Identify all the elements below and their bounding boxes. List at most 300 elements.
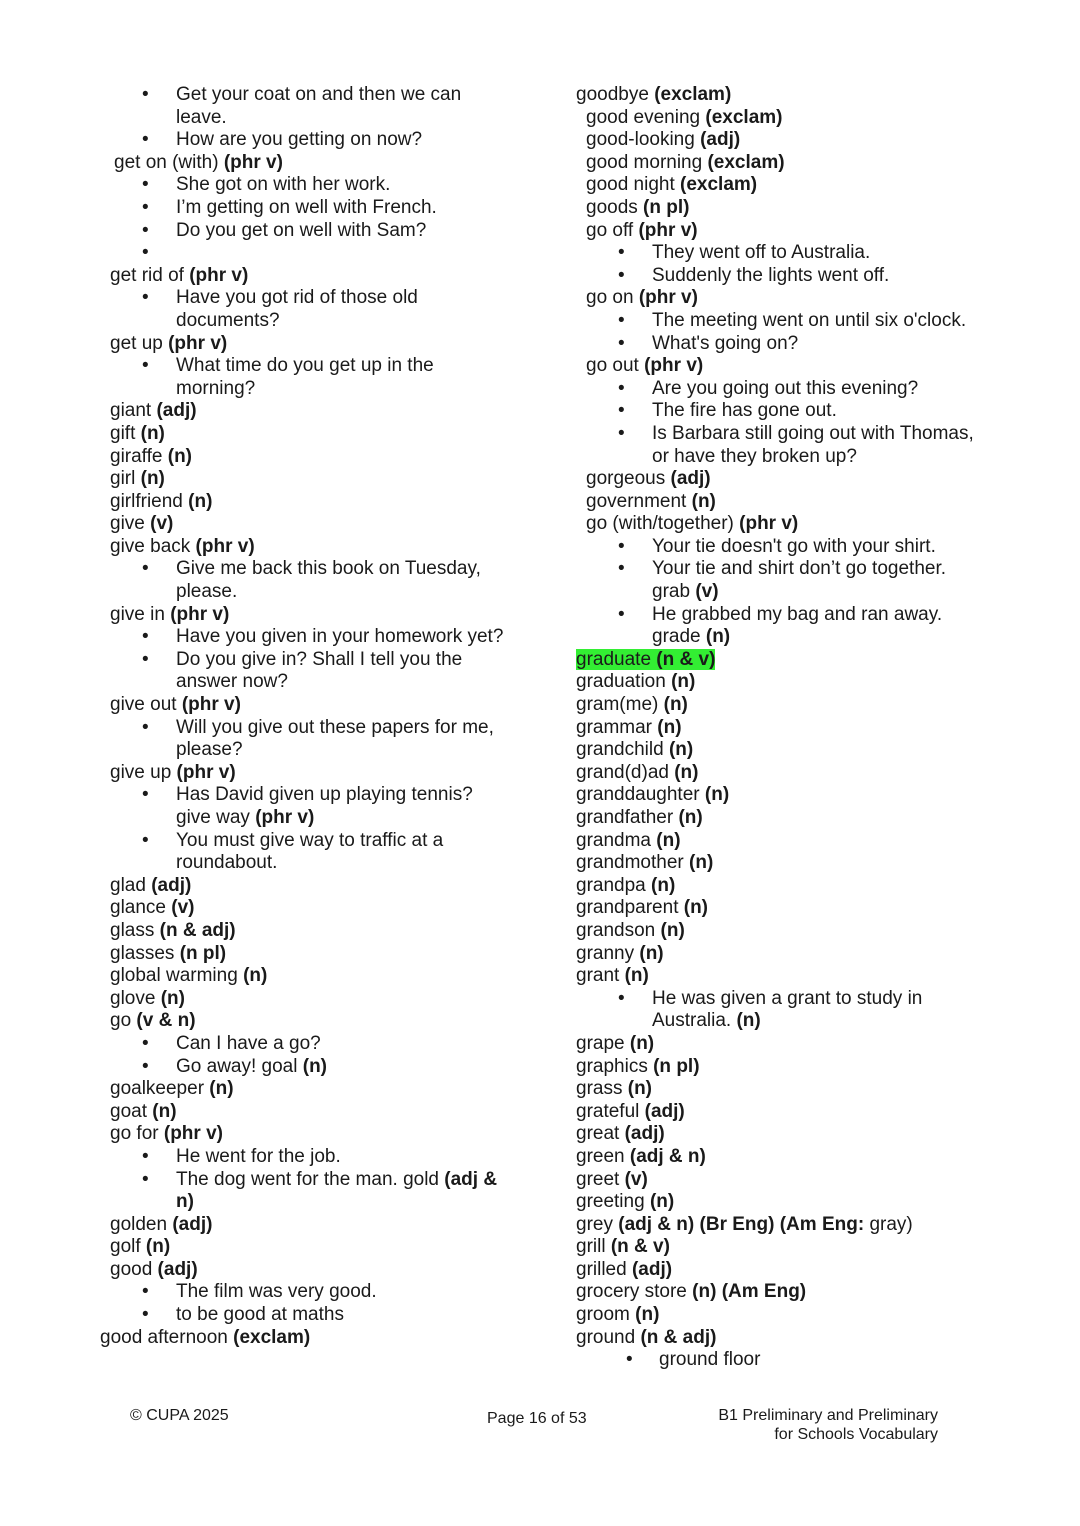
vocab-entry — [576, 920, 1016, 943]
headword: glasses — [110, 942, 180, 964]
example-bullet-item — [100, 1033, 540, 1056]
headword: grandchild — [576, 739, 669, 761]
bullet-icon: • — [142, 784, 149, 806]
line-text — [586, 220, 698, 241]
bullet-icon: • — [142, 242, 149, 264]
line-text — [110, 988, 185, 1009]
bullet-icon: • — [142, 174, 149, 196]
example-bullet-item — [100, 1056, 540, 1079]
bullet-icon: • — [142, 1304, 149, 1326]
headword: good afternoon — [100, 1326, 234, 1348]
headword: go on — [586, 287, 639, 309]
line-text — [576, 1123, 665, 1144]
headword: government — [586, 490, 692, 512]
example-text: How are you getting on now? — [176, 129, 423, 151]
example-bullet-item — [100, 1169, 540, 1192]
line-text — [576, 830, 681, 851]
part-of-speech: (n) — [635, 1304, 660, 1326]
headword: grandpa — [576, 874, 652, 896]
bullet-icon: • — [142, 287, 149, 309]
vocab-entry — [576, 965, 1016, 988]
line-text — [576, 1259, 672, 1280]
vocab-entry — [576, 852, 1016, 875]
vocab-entry — [576, 355, 1016, 378]
line-text — [576, 1236, 670, 1257]
line-text — [110, 875, 191, 896]
headword: give out — [110, 694, 182, 716]
part-of-speech: (v & n) — [136, 1010, 196, 1032]
example-bullet-item — [576, 1349, 1016, 1372]
vocab-entry — [100, 988, 540, 1011]
part-of-speech: (n & adj) — [640, 1326, 717, 1348]
bullet-icon: • — [618, 309, 625, 331]
part-of-speech: (adj) — [157, 1258, 198, 1280]
headword: go for — [110, 1123, 164, 1145]
line-text — [110, 265, 248, 286]
part-of-speech: (adj & n) — [629, 1145, 706, 1167]
example-text: leave. — [176, 106, 227, 128]
vocab-entry — [100, 400, 540, 423]
part-of-speech: (n) — [624, 965, 649, 987]
bullet-icon: • — [618, 332, 625, 354]
line-text — [176, 220, 426, 241]
line-text — [576, 671, 695, 692]
headword: grateful — [576, 1100, 645, 1122]
headword: good evening — [586, 106, 706, 128]
headword: great — [576, 1123, 625, 1145]
headword: greet — [576, 1168, 625, 1190]
line-text — [110, 468, 165, 489]
line-text — [576, 1033, 654, 1054]
example-text: Your tie doesn't go with your shirt. — [652, 535, 936, 557]
bullet-icon: • — [142, 716, 149, 738]
part-of-speech: (adj) — [172, 1213, 213, 1235]
continuation-line — [100, 852, 540, 875]
line-text — [576, 943, 664, 964]
example-text: They went off to Australia. — [652, 242, 871, 264]
example-bullet-item — [576, 988, 1016, 1011]
line-text — [110, 897, 195, 918]
example-bullet-item — [100, 355, 540, 378]
part-of-speech: (adj) — [151, 874, 192, 896]
vocab-entry — [100, 265, 540, 288]
example-text: Give me back this book on Tuesday, — [176, 558, 481, 580]
line-text — [659, 1349, 760, 1370]
line-text — [110, 762, 236, 783]
bullet-icon: • — [142, 84, 149, 105]
line-text — [576, 649, 715, 670]
bullet-icon: • — [142, 626, 149, 648]
headword: goods — [586, 196, 644, 218]
part-of-speech: (n) — [678, 807, 703, 828]
line-text — [176, 84, 461, 105]
vocab-entry — [576, 1304, 1016, 1327]
vocab-entry — [100, 468, 540, 491]
vocab-entry — [576, 717, 1016, 740]
part-of-speech: (n) — [691, 490, 716, 512]
headword: get on (with) — [114, 151, 224, 173]
part-of-speech: (n) — [671, 671, 696, 693]
part-of-speech: (adj & n) (Br Eng) (Am Eng: — [618, 1213, 865, 1235]
line-text — [576, 1327, 716, 1348]
part-of-speech: (adj) — [624, 1123, 665, 1145]
line-text — [576, 897, 708, 918]
continuation-line — [100, 739, 540, 762]
example-text: Do you get on well with Sam? — [176, 219, 427, 241]
headword: graduation — [576, 671, 672, 693]
line-text — [110, 943, 226, 964]
vocab-entry — [100, 491, 540, 514]
headword: good night — [586, 174, 681, 196]
part-of-speech: (n) — [656, 829, 681, 851]
headword: giraffe — [110, 445, 168, 467]
line-text — [652, 333, 798, 354]
headword: grey — [576, 1213, 619, 1235]
headword: goodbye — [576, 84, 655, 105]
vocab-entry — [100, 423, 540, 446]
headword: grilled — [576, 1258, 632, 1280]
headword: grant — [576, 965, 625, 987]
line-text — [110, 1123, 223, 1144]
line-text — [176, 310, 280, 331]
line-text — [176, 671, 288, 692]
part-of-speech: (exclam) — [680, 174, 758, 196]
line-text — [576, 1101, 685, 1122]
headword: glass — [110, 919, 160, 941]
vocab-entry — [576, 468, 1016, 491]
continuation-line — [576, 446, 1016, 469]
part-of-speech: (adj) — [644, 1100, 685, 1122]
vocab-entry — [576, 1033, 1016, 1056]
line-text — [110, 1236, 170, 1257]
bullet-icon: • — [618, 242, 625, 264]
line-text — [114, 152, 283, 173]
part-of-speech: (n pl) — [179, 942, 227, 964]
example-bullet-item — [100, 784, 540, 807]
part-of-speech: (phr v) — [638, 219, 698, 241]
example-text: The film was very good. — [176, 1281, 377, 1303]
line-text — [652, 310, 966, 331]
line-text — [652, 242, 870, 263]
example-bullet-item — [576, 242, 1016, 265]
line-text — [176, 1056, 327, 1077]
part-of-speech: (exclam) — [707, 151, 785, 173]
line-text — [652, 378, 918, 399]
part-of-speech: (n) (Am Eng) — [692, 1281, 807, 1303]
headword: glad — [110, 874, 152, 896]
line-text — [576, 1146, 706, 1167]
vocab-entry — [100, 762, 540, 785]
continuation-line — [100, 107, 540, 130]
continuation-line — [100, 378, 540, 401]
part-of-speech: (n) — [704, 784, 730, 806]
footer-copyright: © CUPA 2025 — [130, 1407, 229, 1424]
vocab-entry — [576, 174, 1016, 197]
line-text — [586, 129, 740, 150]
vocab-entry — [576, 84, 1016, 107]
footer-page-number: Page 16 of 53 — [487, 1410, 587, 1427]
part-of-speech: (phr v) — [181, 694, 241, 716]
example-bullet-item — [100, 626, 540, 649]
example-text: The fire has gone out. — [652, 400, 837, 422]
vocab-entry — [576, 513, 1016, 536]
example-bullet-item — [576, 265, 1016, 288]
example-text: You must give way to traffic at a — [176, 829, 444, 851]
line-text — [586, 197, 689, 218]
part-of-speech: (n & v) — [656, 648, 716, 670]
line-text — [576, 717, 682, 738]
headword: giant — [110, 400, 157, 422]
headword: groom — [576, 1304, 636, 1326]
example-text: Do you give in? Shall I tell you the — [176, 648, 463, 670]
headword: greeting — [576, 1191, 650, 1213]
part-of-speech: (n) — [657, 716, 682, 738]
vocab-entry — [576, 830, 1016, 853]
vocab-entry — [576, 671, 1016, 694]
headword: grandma — [576, 829, 657, 851]
line-text — [586, 355, 703, 376]
part-of-speech: (n) — [145, 1236, 171, 1258]
part-of-speech: (n pl) — [653, 1055, 700, 1077]
bullet-icon: • — [618, 264, 625, 286]
part-of-speech: (n) — [660, 919, 685, 941]
part-of-speech: (n) — [160, 987, 185, 1009]
continuation-line — [576, 626, 1016, 649]
line-text — [652, 265, 889, 286]
headword: glove — [110, 987, 161, 1009]
line-text — [176, 129, 422, 150]
line-text — [110, 491, 212, 512]
line-text — [176, 784, 473, 805]
line-text — [586, 491, 716, 512]
example-bullet-item — [100, 649, 540, 672]
part-of-speech: (v) — [150, 513, 174, 535]
example-text: Your tie and shirt don’t go together. — [652, 558, 947, 580]
line-text — [576, 875, 675, 896]
example-text: What's going on? — [652, 332, 799, 354]
bullet-icon: • — [142, 219, 149, 241]
vocab-entry — [576, 875, 1016, 898]
part-of-speech: (phr v) — [170, 603, 230, 625]
line-text — [176, 1033, 321, 1054]
vocab-entry — [100, 965, 540, 988]
vocab-entry — [100, 1214, 540, 1237]
headword: grocery store — [576, 1281, 693, 1303]
vocab-entry — [576, 152, 1016, 175]
vocab-entry — [576, 943, 1016, 966]
example-text: Australia. — [652, 1010, 737, 1032]
headword: green — [576, 1145, 630, 1167]
headword: grab — [652, 581, 696, 603]
line-text — [652, 988, 922, 1009]
bullet-icon: • — [142, 1145, 149, 1167]
continuation-line — [100, 1191, 540, 1214]
headword: good-looking — [586, 129, 701, 151]
bullet-icon: • — [142, 1168, 149, 1190]
footer-document-title — [716, 1406, 938, 1444]
headword: grade — [652, 626, 706, 648]
vocab-entry — [576, 1214, 1016, 1237]
line-text — [110, 965, 267, 986]
line-text — [652, 423, 974, 444]
part-of-speech: (n) — [209, 1078, 234, 1100]
line-text — [176, 1169, 497, 1190]
vocab-entry — [100, 920, 540, 943]
part-of-speech: (n) — [629, 1032, 655, 1054]
headword: gift — [110, 422, 141, 444]
example-text: Suddenly the lights went off. — [652, 264, 890, 286]
line-text — [176, 1191, 194, 1212]
part-of-speech: (v) — [171, 897, 195, 919]
headword: golf — [110, 1236, 146, 1258]
example-bullet-item — [100, 129, 540, 152]
example-text: Can I have a go? — [176, 1032, 321, 1054]
vocab-entry — [576, 1078, 1016, 1101]
vocab-entry — [576, 739, 1016, 762]
line-text — [176, 830, 443, 851]
bullet-icon: • — [142, 1281, 149, 1303]
continuation-line — [576, 581, 1016, 604]
example-text: Will you give out these papers for me, — [176, 716, 494, 738]
line-text — [110, 604, 229, 625]
example-text: please? — [176, 739, 243, 761]
line-text — [652, 400, 837, 421]
line-text — [176, 378, 255, 399]
vocab-entry — [576, 897, 1016, 920]
part-of-speech: (phr v) — [739, 513, 799, 535]
example-bullet-item — [100, 220, 540, 243]
line-text — [576, 1191, 674, 1212]
line-text — [586, 152, 785, 173]
headword: gram(me) — [576, 694, 664, 716]
example-bullet-item — [576, 333, 1016, 356]
part-of-speech: (n & adj) — [159, 919, 236, 941]
vocab-entry — [576, 1191, 1016, 1214]
part-of-speech: (n & v) — [610, 1236, 670, 1258]
line-text — [176, 1146, 341, 1167]
example-text: What time do you get up in the — [176, 355, 434, 377]
headword: grandparent — [576, 897, 684, 919]
line-text — [176, 807, 314, 828]
example-text: Get your coat on and then we can — [176, 84, 462, 105]
vocab-entry — [576, 491, 1016, 514]
line-text — [576, 1281, 806, 1302]
line-text — [110, 1101, 177, 1122]
line-text — [652, 581, 719, 602]
example-bullet-item — [100, 830, 540, 853]
headword: ground — [576, 1326, 641, 1348]
example-text: roundabout. — [176, 852, 278, 874]
example-text: or have they broken up? — [652, 445, 857, 467]
headword: go (with/together) — [586, 513, 740, 535]
example-text: to be good at maths — [176, 1304, 344, 1326]
headword: give back — [110, 535, 196, 557]
part-of-speech: (n) — [689, 852, 714, 874]
example-text: Are you going out this evening? — [652, 377, 919, 399]
headword: good — [110, 1258, 158, 1280]
line-text — [576, 965, 649, 986]
line-text — [576, 1169, 648, 1190]
part-of-speech: (n) — [736, 1010, 761, 1032]
footer-title-line-1: B1 Preliminary and Preliminary — [718, 1407, 938, 1424]
headword: get rid of — [110, 264, 190, 286]
line-text — [586, 174, 757, 195]
line-text — [110, 446, 192, 467]
bullet-icon: • — [618, 377, 625, 399]
line-text — [176, 739, 243, 760]
example-bullet-item — [576, 604, 1016, 627]
part-of-speech: (n) — [705, 626, 731, 648]
line-text — [652, 1010, 761, 1031]
part-of-speech: (phr v) — [168, 332, 228, 354]
vocab-entry — [576, 1327, 1016, 1350]
line-text — [652, 536, 936, 557]
part-of-speech: n) — [176, 1191, 194, 1213]
example-text: please. — [176, 581, 238, 603]
example-text: Have you given in your homework yet? — [176, 626, 504, 648]
example-text: documents? — [176, 309, 280, 331]
part-of-speech: (phr v) — [223, 151, 283, 173]
vocab-entry — [100, 1010, 540, 1033]
bullet-icon: • — [142, 196, 149, 218]
example-bullet-item — [100, 197, 540, 220]
line-text — [586, 287, 698, 308]
line-text — [576, 739, 693, 760]
example-bullet-item — [100, 558, 540, 581]
line-text — [176, 287, 418, 308]
line-text — [110, 920, 236, 941]
example-text: The meeting went on until six o'clock. — [652, 309, 967, 331]
line-text — [100, 1327, 310, 1348]
example-bullet-item — [100, 717, 540, 740]
headword: grammar — [576, 716, 658, 738]
vocab-entry — [100, 333, 540, 356]
line-text — [110, 1214, 212, 1235]
part-of-speech: (phr v) — [644, 355, 704, 377]
line-text — [110, 400, 197, 421]
line-text — [176, 852, 277, 873]
headword: grandson — [576, 919, 661, 941]
vocab-entry — [576, 197, 1016, 220]
example-bullet-item — [100, 1281, 540, 1304]
line-text — [576, 1304, 659, 1325]
vocab-entry — [100, 1123, 540, 1146]
part-of-speech: (n) — [639, 942, 664, 964]
bullet-icon: • — [142, 829, 149, 851]
line-text — [576, 1078, 652, 1099]
part-of-speech: (phr v) — [189, 264, 249, 286]
bullet-icon: • — [618, 535, 625, 557]
vocab-entry — [576, 1169, 1016, 1192]
line-text — [110, 536, 255, 557]
bullet-icon: • — [618, 558, 625, 580]
line-text — [176, 355, 434, 376]
headword-variant: gray) — [864, 1213, 913, 1235]
bullet-icon: • — [142, 1055, 149, 1077]
vocab-entry — [576, 649, 1016, 672]
example-text: Have you got rid of those old — [176, 287, 418, 309]
vocab-entry — [576, 107, 1016, 130]
headword: gorgeous — [586, 468, 671, 490]
headword: grass — [576, 1078, 628, 1100]
example-bullet-item — [100, 174, 540, 197]
bullet-icon: • — [618, 987, 625, 1009]
vocab-entry — [576, 1123, 1016, 1146]
example-text: answer now? — [176, 671, 288, 693]
headword: goat — [110, 1100, 153, 1122]
vocab-entry — [576, 1101, 1016, 1124]
line-text — [176, 558, 481, 579]
